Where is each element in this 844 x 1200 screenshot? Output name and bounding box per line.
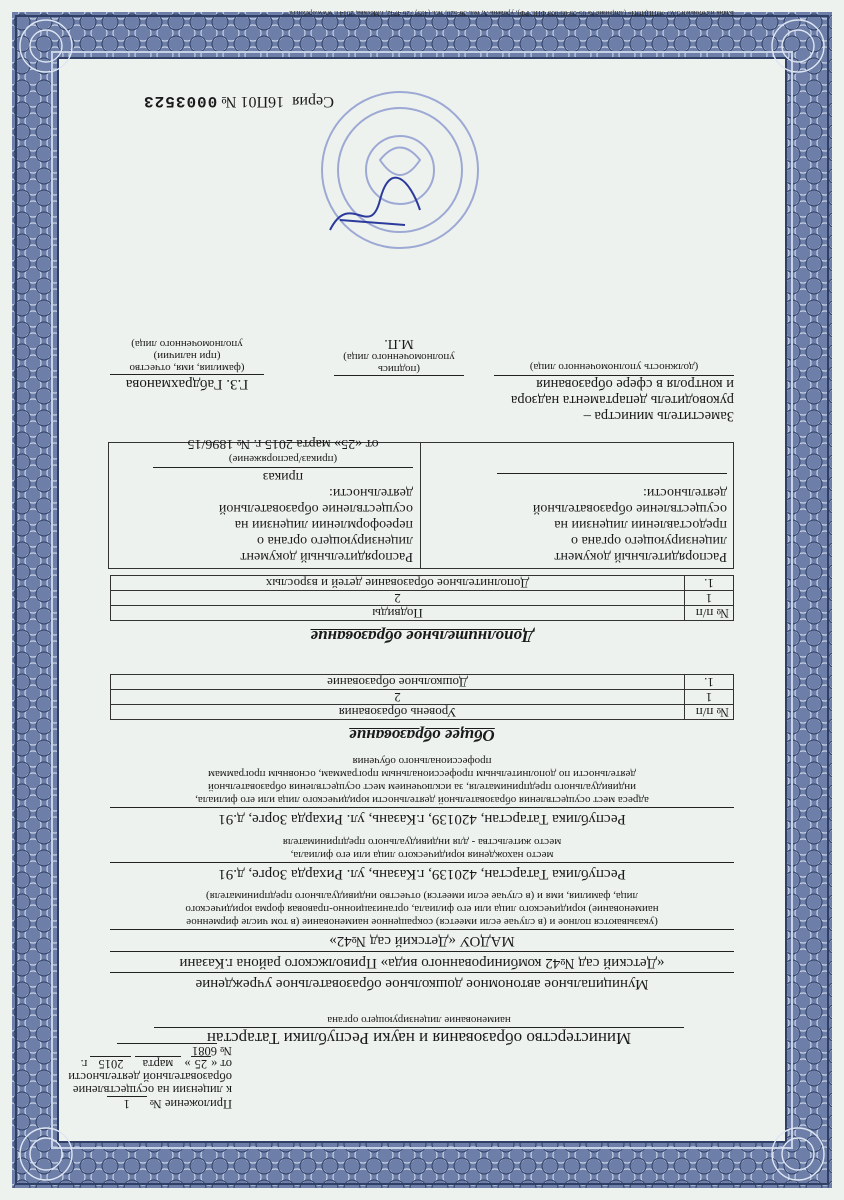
signature-block: Заместитель министра – руководитель департамента надзора и контроля в сфере образования (должность уполномоченного лица) (подпись уполномоченного лица) М.П. Г.З. Габдрахманова (фамилия, имя, отчество (при наличии) уполномоченного лица) bbox=[110, 304, 734, 424]
appendix-year: 2015 bbox=[90, 1056, 131, 1071]
table-row: 1. Дополнительное образование детей и взрослых bbox=[111, 576, 734, 591]
order-issue-cell: Распорядительный документ лицензирующего органа о предоставлении лицензии на осуществление образовательной деятельности: bbox=[427, 473, 727, 564]
serial-number: Серия 16П01 № 0003523 bbox=[143, 92, 334, 110]
org-full-name-line1: Муниципальное автономное дошкольное образовательное учреждение bbox=[195, 976, 649, 992]
licensing-body-caption: наименование лицензирующего органа bbox=[327, 1014, 511, 1026]
appendix-block: Приложение № 1 к лицензии на осуществление образовательной деятельности от «25» марта 2015 г. № 6081 bbox=[68, 1044, 232, 1111]
legal-address: Республика Татарстан, 420139, г.Казань, ул. Рихарда Зорге, д.91 bbox=[218, 866, 626, 882]
additional-education-table: № п/п Подвиды 1 2 1. Дополнительное образование детей и взрослых bbox=[110, 575, 734, 621]
org-short-name: МАДОУ «Детский сад №42» bbox=[329, 933, 515, 949]
activity-address: Республика Татарстан, 420139, г.Казань, ул. Рихарда Зорге, д.91 bbox=[218, 811, 626, 827]
document-content: Бланк изготовлен ЗАО «ОПЦИОН» (лицензия № 05-05-09/003 ФНС РФ), уровень А, тел. 36-520, тел. (495) 726 4742, г.Москва, 2014 г. www.opcion.ru Приложение № 1 к лицензии на осуществление образовательной деятельности от «25» марта 2015 г. № 6081 Министерство образования и науки Республики Татарстан наименование лицензирующего органа Муниципальное автономное дошкольное образовательное учреждение «Детский сад №42 комбинированного вида» Приволжского района г.Казани МАДОУ «Детский сад №42» (указываются полное и (в случае если имеется) сокращенное наименование (в том числе фирменное наименование) юридического лица или его филиала, организационно-правовая форма юридического лица, фамилия, имя и (в случае если имеется) отчество индивидуального предпринимателя) Республика Татарстан, 420139, г.Казань, ул. Рихарда Зорге, д.91 место нахождения юридического лица или его филиала, место жительства - для индивидуального предпринимателя Республика Татарстан, 420139, г.Казань, ул. Рихарда Зорге, д.91 адреса мест осуществления образовательной деятельности юридического лица или его филиала, индивидуального предпринимателя, за исключением мест осуществления образовательной деятельности по дополнительным профессиональным программам, основным программам профессионального обучения Общее образование № п/п Уровень образования 1 2 1. Дошкольное образование Дополнительное образование № п/п Подвиды 1 2 1. Дополнительное образование детей и взрослых Распорядительный документ лицензирующего органа о предоставлении лицензии на осуществление образовательной деятельности: Распорядительный документ лицензирующего органа о переоформлении лицензии на осуществление образовательной деятельности: приказ (приказ/распоряжение) от «25» марта 2015 г. № 1896/15 Заместитель министра – руководитель департамента надзора и контроля в сфере образования (должность уполномоченного лица) (подпись уполномоченного лица) М.П. Г.З. Габдрахманова (фамилия, имя, отчество (при наличии) уполномоченного лица) Серия 16П01 № 0003523 bbox=[0, 0, 844, 1200]
appendix-license-number: 6081 bbox=[117, 1043, 217, 1057]
additional-education-heading: Дополнительное образование bbox=[310, 627, 534, 646]
order-doc-type: приказ bbox=[153, 467, 413, 484]
orders-table bbox=[108, 436, 734, 569]
licensing-body-name: Министерство образования и науки Республики Татарстан bbox=[206, 1029, 632, 1048]
appendix-day: 25 bbox=[191, 1056, 212, 1071]
appendix-number: 1 bbox=[107, 1096, 147, 1110]
order-reissue-cell: Распорядительный документ лицензирующего органа о переоформлении лицензии на осуществление образовательной деятельности: приказ (приказ/распоряжение) от «25» марта 2015 г. № 1896/15 bbox=[113, 435, 413, 564]
appendix-month: марта bbox=[135, 1056, 182, 1071]
order-doc-date: от «25» марта 2015 г. № 1896/15 bbox=[187, 436, 379, 451]
table-row: 1. Дошкольное образование bbox=[111, 675, 734, 690]
printer-imprint: Бланк изготовлен ЗАО «ОПЦИОН» (лицензия № 05-05-09/003 ФНС РФ), уровень А, тел. 36-520, тел. (495) 726 4742, г.Москва, 2014 г. www.opcion.ru bbox=[289, 9, 734, 17]
general-education-table: № п/п Уровень образования 1 2 1. Дошкольное образование bbox=[110, 674, 734, 720]
seal-place-mark: М.П. bbox=[384, 336, 414, 351]
signer-name: Г.З. Габдрахманова bbox=[125, 376, 249, 392]
general-education-heading: Общее образование bbox=[349, 726, 495, 745]
signer-position-line1: Заместитель министра – bbox=[583, 408, 734, 424]
serial-digits: 0003523 bbox=[143, 92, 218, 110]
org-full-name-line2: «Детский сад №42 комбинированного вида» Приволжского района г.Казани bbox=[179, 955, 665, 971]
